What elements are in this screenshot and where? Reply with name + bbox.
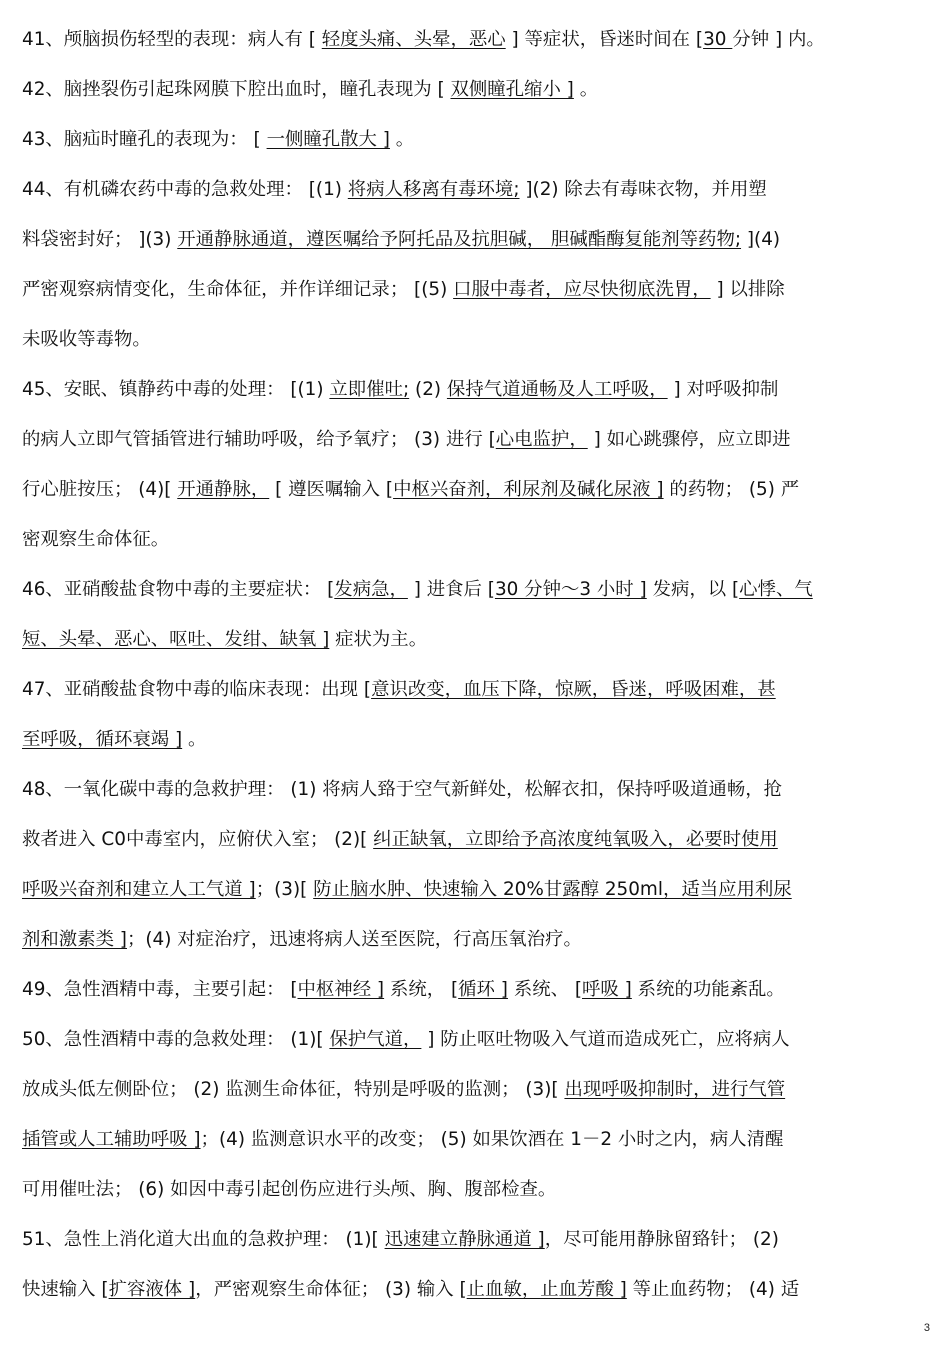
text-segment: 41、颅脑损伤轻型的表现：病人有 [	[22, 29, 322, 50]
text-segment: 42、脑挫裂伤引起珠网膜下腔出血时，瞳孔表现为 [	[22, 79, 451, 100]
text-segment: 系统、 [	[507, 979, 583, 1000]
text-line	[22, 1222, 927, 1258]
text-line	[22, 72, 927, 108]
text-segment: 症状为主。	[329, 629, 428, 650]
answer-fill: 扩容液体 ]	[108, 1279, 196, 1300]
answer-fill: 循环 ]	[458, 979, 508, 1000]
answer-fill: 开通静脉，	[177, 479, 270, 500]
text-line	[22, 972, 927, 1008]
text-segment: 料袋密封好； ](3)	[22, 229, 178, 250]
text-line	[22, 672, 927, 708]
text-line	[22, 172, 927, 208]
text-line	[22, 422, 927, 458]
text-segment: ；(4) 对症治疗，迅速将病人送至医院，行高压氧治疗。	[126, 929, 582, 950]
answer-fill: 中枢兴奋剂，利尿剂及碱化尿液 ]	[393, 479, 664, 500]
answer-fill: 轻度头痛、头晕，恶心	[321, 29, 506, 50]
text-segment: 系统， [	[384, 979, 459, 1000]
answer-fill: 30 分钟～3 小时 ]	[494, 579, 647, 600]
text-segment: 49、急性酒精中毒，主要引起： [	[22, 979, 298, 1000]
page-number: 3	[923, 1322, 930, 1334]
text-line	[22, 822, 927, 858]
text-segment: 的病人立即气管插管进行辅助呼吸，给予氧疗； (3) 进行 [	[22, 429, 496, 450]
text-line	[22, 372, 927, 408]
answer-fill: 口服中毒者，应尽快彻底洗胃，	[453, 279, 711, 300]
text-segment: ；(3)[	[255, 879, 314, 900]
text-segment: [ 遵医嘱输入 [	[269, 479, 394, 500]
text-line	[22, 122, 927, 158]
answer-fill: 30	[703, 29, 733, 50]
text-segment: 。	[573, 79, 599, 100]
text-segment: 行心脏按压； (4)[	[22, 479, 178, 500]
text-segment: (2)	[409, 379, 447, 400]
answer-fill: 一侧瞳孔散大 ]	[266, 129, 390, 150]
answer-fill: 双侧瞳孔缩小 ]	[450, 79, 574, 100]
text-segment: ] 如心跳骤停，应立即进	[587, 429, 791, 450]
answer-fill: 剂和激素类 ]	[22, 929, 127, 950]
text-segment: 。	[182, 729, 207, 750]
text-segment: 可用催吐法； (6) 如因中毒引起创伤应进行头颅、胸、腹部检查。	[22, 1179, 557, 1200]
answer-fill: 迅速建立静脉通道 ]	[384, 1229, 545, 1250]
text-segment: ] 防止呕吐物吸入气道而造成死亡，应将病人	[421, 1029, 790, 1050]
answer-fill: 短、头晕、恶心、呕吐、发绀、缺氧 ]	[22, 629, 330, 650]
answer-fill: 心电监护，	[495, 429, 588, 450]
answer-fill: 保持气道通畅及人工呼吸，	[446, 379, 668, 400]
text-segment: 44、有机磷农药中毒的急救处理： [(1)	[22, 179, 348, 200]
answer-fill: 插管或人工辅助呼吸 ]	[22, 1129, 201, 1150]
text-segment: 50、急性酒精中毒的急救处理： (1)[	[22, 1029, 330, 1050]
answer-fill: 呼吸 ]	[582, 979, 632, 1000]
answer-fill: 立即催吐;	[329, 379, 410, 400]
text-line	[22, 522, 927, 558]
text-line	[22, 22, 927, 58]
text-line	[22, 272, 927, 308]
text-segment: ；(4) 监测意识水平的改变； (5) 如果饮酒在 1－2 小时之内，病人清醒	[200, 1129, 784, 1150]
text-line	[22, 722, 927, 758]
text-line	[22, 772, 927, 808]
answer-fill: 中枢神经 ]	[297, 979, 385, 1000]
text-segment: ] 对呼吸抑制	[667, 379, 779, 400]
text-line	[22, 1072, 927, 1108]
text-line	[22, 222, 927, 258]
text-segment: 救者进入 C0中毒室内，应俯伏入室； (2)[	[22, 829, 374, 850]
text-segment: 43、脑疝时瞳孔的表现为： [	[22, 129, 267, 150]
text-segment: 47、亚硝酸盐食物中毒的临床表现：出现 [	[22, 679, 372, 700]
answer-fill: 心悸、气	[739, 579, 813, 600]
answer-fill: 呼吸兴奋剂和建立人工气道 ]	[22, 879, 256, 900]
text-line	[22, 322, 927, 358]
text-segment: ，严密观察生命体征； (3) 输入 [	[195, 1279, 467, 1300]
text-line	[22, 622, 927, 658]
text-segment: 未吸收等毒物。	[22, 329, 151, 350]
answer-fill: 将病人移离有毒环境;	[347, 179, 520, 200]
text-segment: 51、急性上消化道大出血的急救护理： (1)[	[22, 1229, 385, 1250]
answer-fill: 纠正缺氧，立即给予高浓度纯氧吸入，必要时使用	[373, 829, 778, 850]
text-segment: ] 以排除	[710, 279, 785, 300]
text-segment: ] 等症状，昏迷时间在 [	[505, 29, 704, 50]
text-segment: ](4)	[741, 229, 781, 250]
text-segment: 发病，以 [	[646, 579, 740, 600]
text-line	[22, 472, 927, 508]
text-segment: 48、一氧化碳中毒的急救护理： (1) 将病人臵于空气新鲜处，松解衣扣，保持呼吸道通畅，抢	[22, 779, 782, 800]
text-line	[22, 1122, 927, 1158]
answer-fill: 发病急，	[334, 579, 408, 600]
answer-fill: 防止脑水肿、快速输入 20%甘露醇 250ml，适当应用利尿	[313, 879, 792, 900]
text-segment: ，尽可能用静脉留臵针； (2)	[544, 1229, 779, 1250]
text-segment: 45、安眠、镇静药中毒的处理： [(1)	[22, 379, 330, 400]
text-segment: 严密观察病情变化，生命体征，并作详细记录； [(5)	[22, 279, 454, 300]
text-line	[22, 872, 927, 908]
answer-fill: 保护气道，	[329, 1029, 422, 1050]
text-segment: 放成头低左侧卧位； (2) 监测生命体征，特别是呼吸的监测； (3)[	[22, 1079, 565, 1100]
answer-fill: 止血敏，止血芳酸 ]	[466, 1279, 627, 1300]
text-segment: 快速输入 [	[22, 1279, 109, 1300]
answer-fill: 意识改变，血压下降，惊厥，昏迷，呼吸困难，甚	[371, 679, 776, 700]
text-segment: ] 进食后 [	[407, 579, 495, 600]
answer-fill: 开通静脉通道，遵医嘱给予阿托品及抗胆碱， 胆碱酯酶复能剂等药物;	[177, 229, 742, 250]
text-segment: 的药物； (5) 严	[663, 479, 800, 500]
text-line	[22, 922, 927, 958]
text-segment: 等止血药物； (4) 适	[626, 1279, 800, 1300]
text-segment: 。	[389, 129, 415, 150]
answer-fill: 出现呼吸抑制时，进行气管	[564, 1079, 786, 1100]
answer-fill: 至呼吸，循环衰竭 ]	[22, 729, 183, 750]
text-segment: 系统的功能紊乱。	[631, 979, 785, 1000]
text-line	[22, 572, 927, 608]
text-segment: 密观察生命体征。	[22, 529, 170, 550]
text-line	[22, 1022, 927, 1058]
text-line	[22, 1172, 927, 1208]
text-line	[22, 1272, 927, 1308]
text-segment: 46、亚硝酸盐食物中毒的主要症状： [	[22, 579, 335, 600]
text-segment: 分钟 ] 内。	[732, 29, 825, 50]
text-segment: ](2) 除去有毒味衣物，并用塑	[519, 179, 767, 200]
